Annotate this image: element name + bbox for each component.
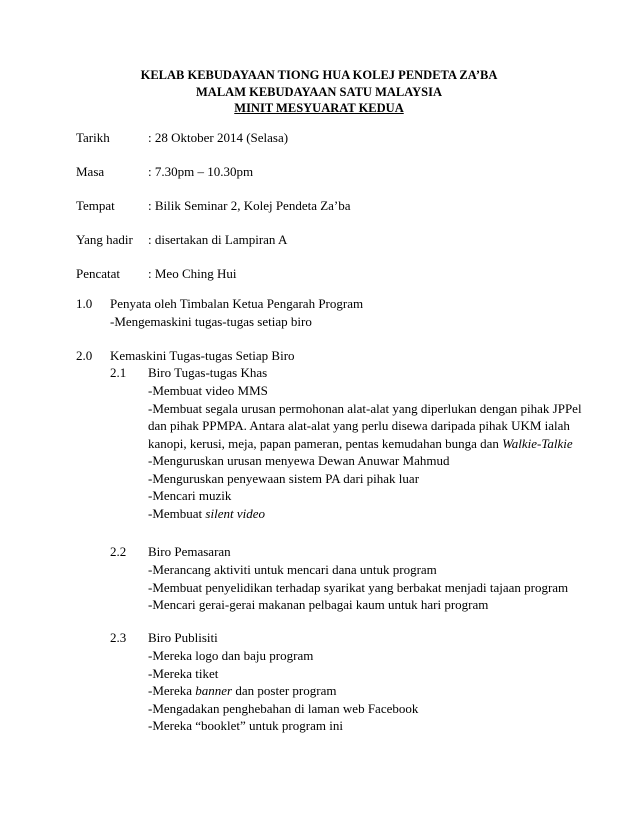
section-heading bbox=[76, 347, 596, 365]
subsection-number: 2.3 bbox=[110, 630, 127, 645]
subsection-2-3 bbox=[110, 629, 600, 735]
list-item: -Mereka tiket bbox=[148, 665, 219, 681]
list-item: -Membuat silent video bbox=[148, 505, 265, 521]
meeting-details bbox=[76, 129, 596, 299]
section-item: -Mengemaskini tugas-tugas setiap biro bbox=[110, 314, 312, 329]
section-1 bbox=[76, 295, 596, 331]
list-item: -Menguruskan penyewaan sistem PA dari pihak luar bbox=[148, 470, 420, 486]
list-item: -Membuat segala urusan permohonan alat-alat yang diperlukan dengan pihak JPPel dan pihak PPMPA. Antara alat-alat yang perlu disewa daripada pihak UKM ialah kanopi, kerusi, meja, papan pameran, pentas kemudahan bunga dan Walkie-Talkie bbox=[148, 400, 582, 451]
header-minutes-title: MINIT MESYUARAT KEDUA bbox=[234, 101, 404, 115]
section-number: 1.0 bbox=[76, 296, 93, 311]
subsection-2-2 bbox=[110, 543, 600, 614]
list-item: -Menguruskan urusan menyewa Dewan Anuwar Mahmud bbox=[148, 453, 450, 468]
meta-row-venue bbox=[76, 197, 596, 215]
list-item: -Merancang aktiviti untuk mencari dana untuk program bbox=[148, 562, 437, 577]
meta-label: Yang hadir bbox=[76, 232, 133, 247]
section-title: Penyata oleh Timbalan Ketua Pengarah Program bbox=[110, 296, 364, 311]
subsection-heading bbox=[110, 629, 600, 647]
section-heading bbox=[76, 295, 596, 313]
meta-row-time bbox=[76, 163, 596, 181]
header-event-name: MALAM KEBUDAYAAN SATU MALAYSIA bbox=[196, 84, 442, 99]
header-club-name: KELAB KEBUDAYAAN TIONG HUA KOLEJ PENDETA ZA’BA bbox=[140, 68, 498, 82]
meta-row-recorder bbox=[76, 265, 596, 283]
section-2 bbox=[76, 347, 596, 365]
subsection-title: Biro Tugas-tugas Khas bbox=[148, 365, 268, 380]
list-item: -Membuat video MMS bbox=[148, 383, 268, 398]
meta-row-attendance bbox=[76, 231, 596, 249]
meta-value: : 28 Oktober 2014 (Selasa) bbox=[148, 130, 289, 145]
meta-value: : Bilik Seminar 2, Kolej Pendeta Za’ba bbox=[148, 198, 351, 213]
document-header bbox=[0, 67, 638, 117]
subsection-title: Biro Publisiti bbox=[148, 630, 218, 645]
list-item: -Mencari gerai-gerai makanan pelbagai kaum untuk hari program bbox=[148, 597, 489, 612]
subsection-2-1 bbox=[110, 364, 600, 522]
meta-label: Tarikh bbox=[76, 130, 110, 145]
list-item: -Mengadakan penghebahan di laman web Facebook bbox=[148, 700, 419, 716]
list-item: -Mereka banner dan poster program bbox=[148, 683, 337, 698]
meta-label: Masa bbox=[76, 164, 105, 179]
meta-row-date bbox=[76, 129, 596, 147]
list-item: -Mereka “booklet” untuk program ini bbox=[148, 718, 343, 733]
meta-value: : 7.30pm – 10.30pm bbox=[148, 164, 254, 179]
list-item: -Mereka logo dan baju program bbox=[148, 648, 314, 663]
subsection-number: 2.2 bbox=[110, 544, 127, 559]
list-item: -Membuat penyelidikan terhadap syarikat yang berbakat menjadi tajaan program bbox=[148, 579, 569, 595]
meta-value: : Meo Ching Hui bbox=[148, 266, 237, 281]
subsection-title: Biro Pemasaran bbox=[148, 544, 231, 559]
section-number: 2.0 bbox=[76, 348, 93, 363]
subsection-heading bbox=[110, 364, 600, 382]
meta-value: : disertakan di Lampiran A bbox=[148, 232, 288, 247]
subsection-heading bbox=[110, 543, 600, 561]
subsection-number: 2.1 bbox=[110, 365, 127, 380]
section-title: Kemaskini Tugas-tugas Setiap Biro bbox=[110, 348, 295, 363]
meta-label: Tempat bbox=[76, 198, 115, 213]
list-item: -Mencari muzik bbox=[148, 488, 232, 503]
meta-label: Pencatat bbox=[76, 266, 121, 281]
